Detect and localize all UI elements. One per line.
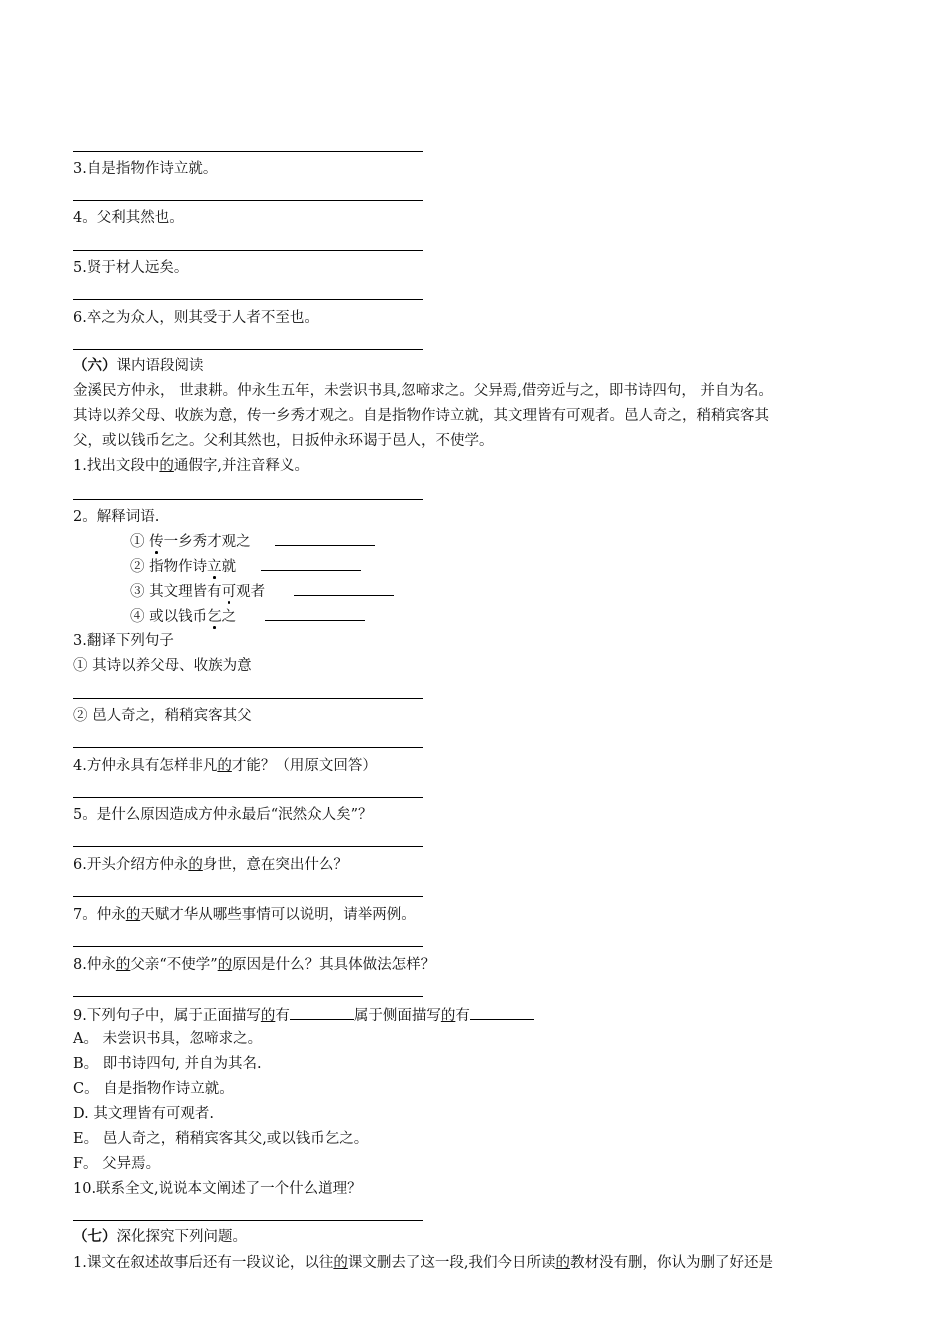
answer-line[interactable] [73,797,423,798]
s7-q1-text-3: 教材没有删，你认为删了好还是 [569,1255,773,1271]
item-5: 5.贤于材人远矣。 [73,260,189,276]
question-8 [73,956,435,974]
q2-item-4-text: 或以钱币 [144,609,208,625]
q3-sentence-1: ① 其诗以养父母、收族为意 [73,658,252,674]
question-4 [73,757,377,775]
q6-text: 6.开头介绍方仲永 [73,857,189,873]
q2-item-4-num: ④ [130,609,145,625]
q9-option-b: B。 即书诗四句, 并自为其名. [73,1056,262,1072]
q2-item-1-blank[interactable] [275,531,375,546]
q4-text-2: 才能？（用原文回答） [231,758,377,774]
passage-line-3: 父，或以钱币乞之。父利其然也，日扳仲永环谒于邑人，不使学。 [73,433,494,449]
q9-option-c: C。 自是指物作诗立就。 [73,1081,234,1097]
q2-item-1-rest: 一乡秀才观之 [163,534,251,550]
q2-item-3-num: ③ [130,584,145,600]
answer-line[interactable] [73,299,423,300]
q2-item-4-rest: 之 [221,609,237,625]
q3-sentence-2: ② 邑人奇之，稍稍宾客其父 [73,708,252,724]
q9-text-3: 属于侧面描写 [353,1008,441,1024]
q9-text-4: 有 [455,1008,470,1024]
q4-underlined: 的 [217,758,232,774]
section-6-heading [73,353,893,379]
item-3: 3.自是指物作诗立就。 [73,161,218,177]
section-6-title: 课内语段阅读 [116,358,204,374]
passage-line-1: 金溪民方仲永， 世隶耕。仲永生五年，未尝识书具,忽啼求之。父异焉,借旁近与之，即书诗四句， 并自为名。 [73,383,773,399]
q1-underlined: 的 [159,458,174,474]
q2-item-2-blank[interactable] [261,556,361,571]
q8-text-2: 父亲“不使学” [130,957,218,973]
q2-item-2-num: ② [130,559,145,575]
answer-line[interactable] [73,349,423,350]
q2-item-2-rest: 就 [221,559,237,575]
s7-q1-underlined-2: 的 [555,1255,570,1271]
q2-item-1-num: ① [130,534,145,550]
answer-line[interactable] [73,499,423,500]
answer-line[interactable] [73,996,423,997]
q2-item-1-key: 传 [149,534,164,550]
item-6: 6.卒之为众人，则其受于人者不至也。 [73,310,319,326]
answer-line[interactable] [73,250,423,251]
q7-underlined: 的 [125,907,141,923]
question-10: 10.联系全文,说说本文阐述了一个什么道理？ [73,1181,362,1197]
answer-line[interactable] [73,747,423,748]
s7-q1-text-2: 课文删去了这一段,我们今日所读 [347,1255,556,1271]
question-5: 5。是什么原因造成方仲永最后“泯然众人矣”？ [73,807,373,823]
q4-text: 4.方仲永具有怎样非凡 [73,758,218,774]
q6-text-2: 身世，意在突出什么？ [202,857,348,873]
section-6 [73,353,893,479]
s7-q1-text: 1.课文在叙述故事后还有一段议论，以往 [73,1255,334,1271]
q9-option-d: D. 其文理皆有可观者. [73,1106,214,1122]
q9-option-f: F。 父异焉。 [73,1156,161,1172]
answer-line[interactable] [73,200,423,201]
q2-item-3 [130,581,394,601]
q9-blank-side[interactable] [470,1005,534,1020]
section-7-question-1 [73,1254,773,1272]
item-4: 4。父利其然也。 [73,210,184,226]
q1-text-2: 通假字,并注音释义。 [173,458,309,474]
question-9 [73,1005,534,1025]
question-1 [73,454,893,479]
q2-item-3-blank[interactable] [294,581,394,596]
q2-item-4-blank[interactable] [265,606,365,621]
answer-line[interactable] [73,698,423,699]
question-3-title: 3.翻译下列句子 [73,633,174,649]
q9-underlined-2: 的 [440,1008,456,1024]
answer-line[interactable] [73,896,423,897]
q1-text: 1.找出文段中 [73,458,160,474]
section-7-heading [73,1228,247,1246]
q2-item-2 [130,556,361,576]
q9-underlined-1: 的 [260,1008,276,1024]
answer-line[interactable] [73,946,423,947]
q9-text: 9.下列句子中，属于正面描写 [73,1008,261,1024]
q2-item-2-key: 立 [207,559,222,575]
q2-item-3-rest: 观者 [236,584,266,600]
question-7 [73,906,416,924]
q8-underlined-1: 的 [115,957,131,973]
q8-text: 8.仲永 [73,957,116,973]
q6-underlined: 的 [188,857,203,873]
q2-item-2-text: 指物作诗 [144,559,208,575]
section-7-number: （七） [73,1228,117,1245]
answer-line[interactable] [73,846,423,847]
question-2-title: 2。解释词语. [73,509,160,525]
q7-text: 7。仲永 [73,907,126,923]
q2-item-4 [130,606,365,626]
answer-line[interactable] [73,1220,423,1221]
answer-line[interactable] [73,151,423,152]
q2-item-3-text: 其文理皆有 [144,584,222,600]
q8-underlined-2: 的 [217,957,233,973]
section-7-title: 深化探究下列问题。 [116,1229,247,1245]
q8-text-3: 原因是什么？其具体做法怎样？ [232,957,436,973]
q9-blank-front[interactable] [290,1005,354,1020]
q9-option-a: A。 未尝识书具，忽啼求之。 [73,1031,263,1047]
q2-item-4-key: 乞 [207,609,222,625]
passage-line-2: 其诗以养父母、收族为意，传一乡秀才观之。自是指物作诗立就，其文理皆有可观者。邑人奇之，稍稍宾客其 [73,408,769,424]
q2-item-1 [130,531,375,551]
q7-text-2: 天赋才华从哪些事情可以说明，请举两例。 [140,907,416,923]
s7-q1-underlined-1: 的 [333,1255,348,1271]
question-6 [73,856,348,874]
q9-text-2: 有 [275,1008,290,1024]
section-6-number: （六） [73,357,117,374]
q2-item-3-key: 可 [221,584,237,600]
q9-option-e: E。 邑人奇之，稍稍宾客其父,或以钱币乞之。 [73,1131,369,1147]
